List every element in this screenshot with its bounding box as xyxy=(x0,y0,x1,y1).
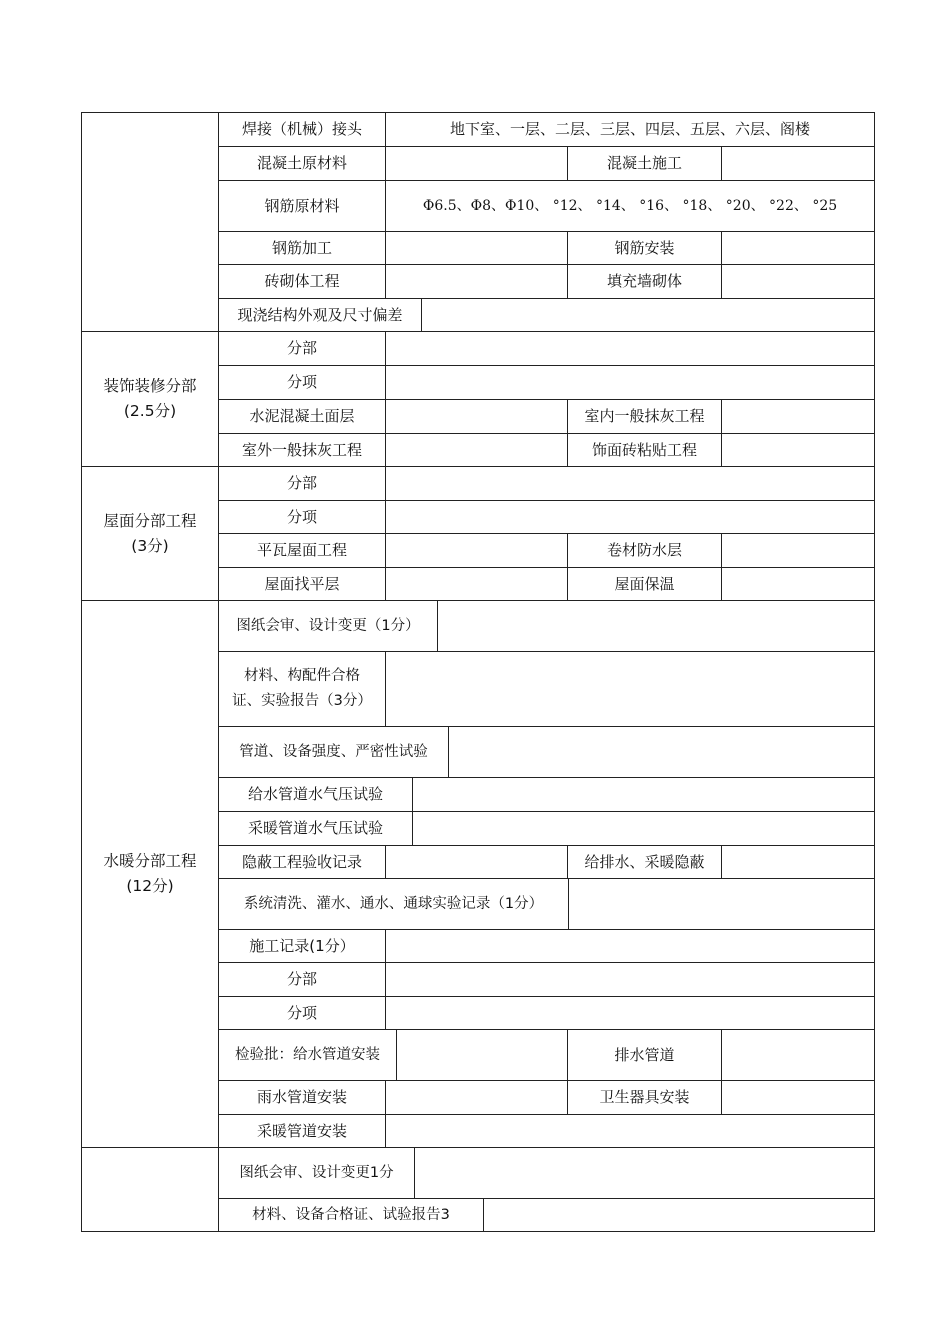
weld-label-cell: 焊接（机械）接头 xyxy=(218,112,386,147)
value-cell[interactable] xyxy=(385,567,568,601)
drawing-review-label: 图纸会审、设计变更（1分） xyxy=(218,600,438,652)
rebar-raw-label: 钢筋原材料 xyxy=(218,180,386,232)
value-cell[interactable] xyxy=(414,1147,875,1199)
value-cell[interactable] xyxy=(421,298,875,332)
water-supply-test-label: 给水管道水气压试验 xyxy=(218,777,413,812)
value-cell[interactable] xyxy=(721,399,875,434)
rebar-install-label: 钢筋安装 xyxy=(567,231,722,265)
membrane-waterproof-label: 卷材防水层 xyxy=(567,533,722,568)
section-name: 装饰装修分部 xyxy=(103,377,197,395)
drain-pipe-label: 排水管道 xyxy=(567,1029,722,1081)
value-cell[interactable] xyxy=(721,264,875,299)
heating-test-label: 采暖管道水气压试验 xyxy=(218,811,413,846)
materials-cert-label: 材料、构配件合格证、实验报告（3分） xyxy=(218,651,386,727)
concrete-construction-label: 混凝土施工 xyxy=(567,146,722,181)
value-cell[interactable] xyxy=(721,533,875,568)
pipe-strength-label: 管道、设备强度、严密性试验 xyxy=(218,726,449,778)
tile-paste-label: 饰面砖粘贴工程 xyxy=(567,433,722,467)
value-cell[interactable] xyxy=(385,962,875,997)
value-cell[interactable] xyxy=(385,533,568,568)
value-cell[interactable] xyxy=(385,1080,568,1115)
exterior-plaster-label: 室外一般抹灰工程 xyxy=(218,433,386,467)
value-cell[interactable] xyxy=(385,264,568,299)
hvac-item-label: 分项 xyxy=(218,996,386,1030)
rebar-sizes-cell: Φ6.5、Φ8、Φ10、 °12、 °14、 °16、 °18、 °20、 °22、 °25 xyxy=(385,180,875,232)
deco-division-label: 分部 xyxy=(218,331,386,366)
value-cell[interactable] xyxy=(448,726,875,778)
weld-floors-cell: 地下室、一层、二层、三层、四层、五层、六层、阁楼 xyxy=(385,112,875,147)
section-name: 屋面分部工程 xyxy=(103,511,197,530)
drawing-review-2-label: 图纸会审、设计变更1分 xyxy=(218,1147,415,1199)
cement-floor-label: 水泥混凝土面层 xyxy=(218,399,386,434)
value-cell[interactable] xyxy=(385,466,875,501)
masonry-label: 砖砌体工程 xyxy=(218,264,386,299)
value-cell[interactable] xyxy=(721,567,875,601)
flat-tile-roof-label: 平瓦屋面工程 xyxy=(218,533,386,568)
section-score: (12分) xyxy=(126,877,174,895)
value-cell[interactable] xyxy=(721,146,875,181)
value-cell[interactable] xyxy=(385,500,875,534)
rebar-processing-label: 钢筋加工 xyxy=(218,231,386,265)
value-cell[interactable] xyxy=(412,777,875,812)
value-cell[interactable] xyxy=(721,1029,875,1081)
value-cell[interactable] xyxy=(437,600,875,652)
section-score: (3分) xyxy=(131,536,169,555)
roof-insulation-label: 屋面保温 xyxy=(567,567,722,601)
sanitary-label: 卫生器具安装 xyxy=(567,1080,722,1115)
section-cell-decoration xyxy=(81,331,219,467)
value-cell[interactable] xyxy=(483,1198,875,1232)
infill-wall-label: 填充墙砌体 xyxy=(567,264,722,299)
concrete-raw-label: 混凝土原材料 xyxy=(218,146,386,181)
roof-division-label: 分部 xyxy=(218,466,386,501)
section-cell-structure xyxy=(81,112,219,332)
roof-item-label: 分项 xyxy=(218,500,386,534)
value-cell[interactable] xyxy=(721,1080,875,1115)
value-cell[interactable] xyxy=(385,399,568,434)
value-cell[interactable] xyxy=(385,365,875,400)
deco-item-label: 分项 xyxy=(218,365,386,400)
section-cell-plumbing-heating xyxy=(81,600,219,1148)
inspection-water-label: 检验批：给水管道安装 xyxy=(218,1029,397,1081)
section-cell-roof xyxy=(81,466,219,601)
value-cell[interactable] xyxy=(385,651,875,727)
value-cell[interactable] xyxy=(385,845,568,879)
drainage-hidden-label: 给排水、采暖隐蔽 xyxy=(567,845,722,879)
system-flush-label: 系统清洗、灌水、通水、通球实验记录（1分） xyxy=(218,878,569,930)
value-cell[interactable] xyxy=(385,996,875,1030)
value-cell[interactable] xyxy=(412,811,875,846)
value-cell[interactable] xyxy=(385,433,568,467)
hvac-division-label: 分部 xyxy=(218,962,386,997)
value-cell[interactable] xyxy=(568,878,875,930)
heating-pipe-label: 采暖管道安装 xyxy=(218,1114,386,1148)
rain-pipe-label: 雨水管道安装 xyxy=(218,1080,386,1115)
value-cell[interactable] xyxy=(396,1029,568,1081)
value-cell[interactable] xyxy=(721,231,875,265)
value-cell[interactable] xyxy=(385,231,568,265)
value-cell[interactable] xyxy=(385,929,875,963)
value-cell[interactable] xyxy=(721,433,875,467)
section-name: 水暖分部工程 xyxy=(103,852,197,870)
value-cell[interactable] xyxy=(385,1114,875,1148)
value-cell[interactable] xyxy=(721,845,875,879)
section-cell-next xyxy=(81,1147,219,1232)
hidden-works-label: 隐蔽工程验收记录 xyxy=(218,845,386,879)
cast-in-place-label: 现浇结构外观及尺寸偏差 xyxy=(218,298,422,332)
interior-plaster-label: 室内一般抹灰工程 xyxy=(567,399,722,434)
roof-leveling-label: 屋面找平层 xyxy=(218,567,386,601)
materials-cert-2-label: 材料、设备合格证、试验报告3 xyxy=(218,1198,484,1232)
value-cell[interactable] xyxy=(385,146,568,181)
construction-record-label: 施工记录(1分） xyxy=(218,929,386,963)
section-score: (2.5分) xyxy=(123,402,177,420)
value-cell[interactable] xyxy=(385,331,875,366)
